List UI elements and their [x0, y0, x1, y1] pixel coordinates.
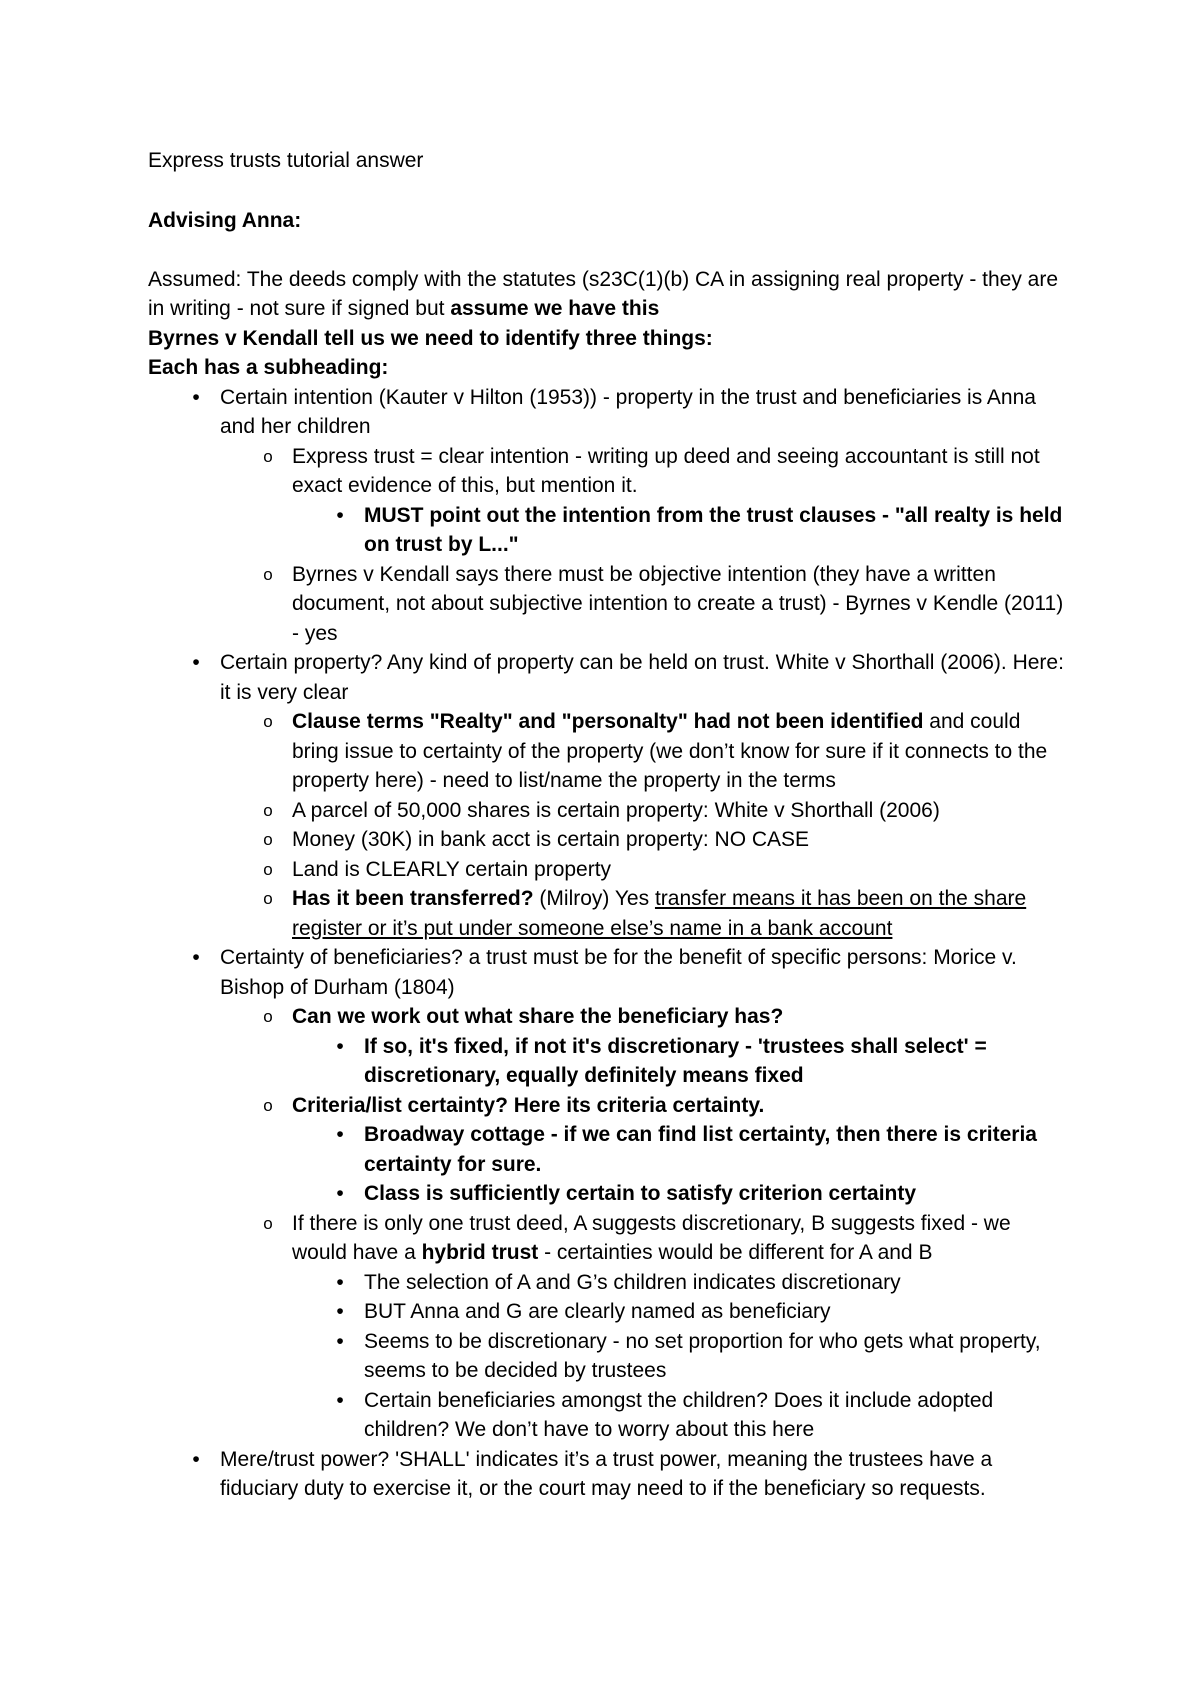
bullet-icon: •	[192, 946, 200, 969]
circle-bullet-icon: o	[263, 712, 273, 731]
property-sublist	[220, 707, 1068, 943]
selection-text: The selection of A and G’s children indicates discretionary	[364, 1270, 901, 1294]
list-item	[220, 1091, 1068, 1209]
circle-bullet-icon: o	[263, 1213, 273, 1233]
list-item	[220, 855, 1068, 885]
seems-text: Seems to be discretionary - no set proportion for who gets what property, seems to be decided by trustees	[364, 1329, 1041, 1382]
adopted-text: Certain beneficiaries amongst the children? Does it include adopted children? We don’t have to worry about this here	[364, 1388, 994, 1441]
main-list	[148, 383, 1068, 1504]
list-item-power	[148, 1445, 1068, 1504]
circle-bullet-icon: o	[263, 564, 273, 584]
spacer	[148, 236, 1068, 265]
byrnes-line: Byrnes v Kendall tell us we need to identify three things:	[148, 326, 713, 350]
circle-bullet-icon: o	[263, 830, 273, 849]
document-body	[148, 206, 1068, 1504]
clause-terms-bold: Clause terms "Realty" and "personalty" had not been identified	[292, 710, 924, 733]
list-item	[220, 825, 1068, 855]
hybrid-sublist	[292, 1268, 1068, 1445]
assumed-paragraph	[148, 265, 1068, 324]
document-title: Express trusts tutorial answer	[148, 149, 424, 172]
bullet-icon: •	[336, 503, 344, 527]
must-point-rest: - "all realty is held on trust by L..."	[364, 503, 1063, 556]
share-sublist	[292, 1032, 1068, 1091]
list-item-property	[148, 648, 1068, 943]
land-text: Land is CLEARLY certain property	[292, 857, 612, 881]
bullet-icon: •	[192, 651, 200, 674]
advising-heading: Advising Anna:	[148, 209, 302, 232]
bullet-icon: •	[336, 1270, 344, 1294]
power-text: Mere/trust power? 'SHALL' indicates it’s a trust power, meaning the trustees have a fiduciary duty to exercise it, or the court may need to if the beneficiary so requests.	[220, 1447, 993, 1500]
list-item	[292, 1179, 1068, 1209]
assumed-text: Assumed: The deeds comply with the statutes (s23C(1)(b) CA in assigning real property - they are in writing - not sure if signed but	[148, 267, 1059, 320]
list-item-beneficiaries	[148, 943, 1068, 1445]
byrnes-intention-text: Byrnes v Kendall says there must be objective intention (they have a written document, not about subjective intention to create a trust) - Byrnes v Kendle (2011) - yes	[292, 562, 1064, 645]
hybrid-bold: hybrid trust	[421, 1241, 539, 1264]
express-trust-text: Express trust = clear intention - writing up deed and seeing accountant is still not exact evidence of this, but mention it.	[292, 444, 1040, 497]
express-sublist	[292, 501, 1068, 560]
list-item	[220, 560, 1068, 649]
bullet-icon: •	[192, 385, 200, 409]
list-item	[220, 1002, 1068, 1091]
assumed-bold: assume we have this	[450, 297, 660, 320]
list-item	[292, 1297, 1068, 1327]
subheading-line: Each has a subheading:	[148, 356, 389, 379]
circle-bullet-icon: o	[263, 1095, 273, 1115]
list-item	[292, 1327, 1068, 1386]
circle-bullet-icon: o	[263, 859, 273, 879]
criteria-question: Criteria/list certainty? Here its criteria certainty.	[292, 1093, 765, 1117]
bullet-icon: •	[192, 1447, 200, 1471]
transferred-underline: transfer means it has been on the share register or it’s put under someone else’s name in a bank account	[292, 887, 1027, 940]
circle-bullet-icon: o	[263, 1007, 273, 1026]
bullet-icon: •	[336, 1329, 344, 1353]
bullet-icon: •	[336, 1034, 344, 1058]
share-answer: If so, it's fixed, if not it's discretionary - 'trustees shall select' = discretionary, equally definitely means fixed	[364, 1034, 987, 1087]
list-item	[292, 501, 1068, 560]
list-item	[292, 1386, 1068, 1445]
list-item	[220, 707, 1068, 796]
bullet-icon: •	[336, 1388, 344, 1412]
transferred-mid: (Milroy) Yes	[533, 887, 655, 910]
intention-text: Certain intention (Kauter v Hilton (1953)) - property in the trust and beneficiaries is Anna and her children	[220, 385, 1036, 438]
shares-text: A parcel of 50,000 shares is certain property: White v Shorthall (2006)	[292, 798, 940, 822]
list-item	[292, 1120, 1068, 1179]
circle-bullet-icon: o	[263, 889, 273, 908]
beneficiaries-text: Certainty of beneficiaries? a trust must be for the benefit of specific persons: Morice v. Bishop of Durham (1804)	[220, 946, 1017, 999]
intention-sublist	[220, 442, 1068, 649]
broadway-text: Broadway cottage - if we can find list certainty, then there is criteria certainty for sure.	[364, 1123, 1037, 1176]
property-text: Certain property? Any kind of property can be held on trust. White v Shorthall (2006). Here: it is very clear	[220, 651, 1064, 704]
criteria-sublist	[292, 1120, 1068, 1209]
circle-bullet-icon: o	[263, 446, 273, 466]
money-text: Money (30K) in bank acct is certain property: NO CASE	[292, 828, 810, 851]
class-text: Class is sufficiently certain to satisfy criterion certainty	[364, 1182, 917, 1205]
list-item	[220, 796, 1068, 826]
named-text: BUT Anna and G are clearly named as beneficiary	[364, 1300, 831, 1323]
list-item-intention	[148, 383, 1068, 649]
list-item	[220, 884, 1068, 943]
bullet-icon: •	[336, 1300, 344, 1323]
list-item	[292, 1268, 1068, 1298]
list-item	[220, 1209, 1068, 1445]
clause-terms-rest: and could bring issue to certainty of the property (we don’t know for sure if it connects to the property here) - need to list/name the property in the terms	[292, 710, 1048, 792]
transferred-bold: Has it been transferred?	[292, 887, 534, 910]
beneficiaries-sublist	[220, 1002, 1068, 1445]
hybrid-text-b: - certainties would be different for A and B	[538, 1241, 933, 1264]
must-point-bold: MUST point out the intention from the trust clauses	[364, 503, 877, 527]
circle-bullet-icon: o	[263, 800, 273, 820]
hybrid-text-a: If there is only one trust deed, A suggests discretionary, B suggests fixed - we would have a	[292, 1211, 1011, 1264]
bullet-icon: •	[336, 1182, 344, 1205]
share-question: Can we work out what share the beneficiary has?	[292, 1005, 784, 1028]
list-item	[292, 1032, 1068, 1091]
list-item	[220, 442, 1068, 560]
bullet-icon: •	[336, 1123, 344, 1146]
